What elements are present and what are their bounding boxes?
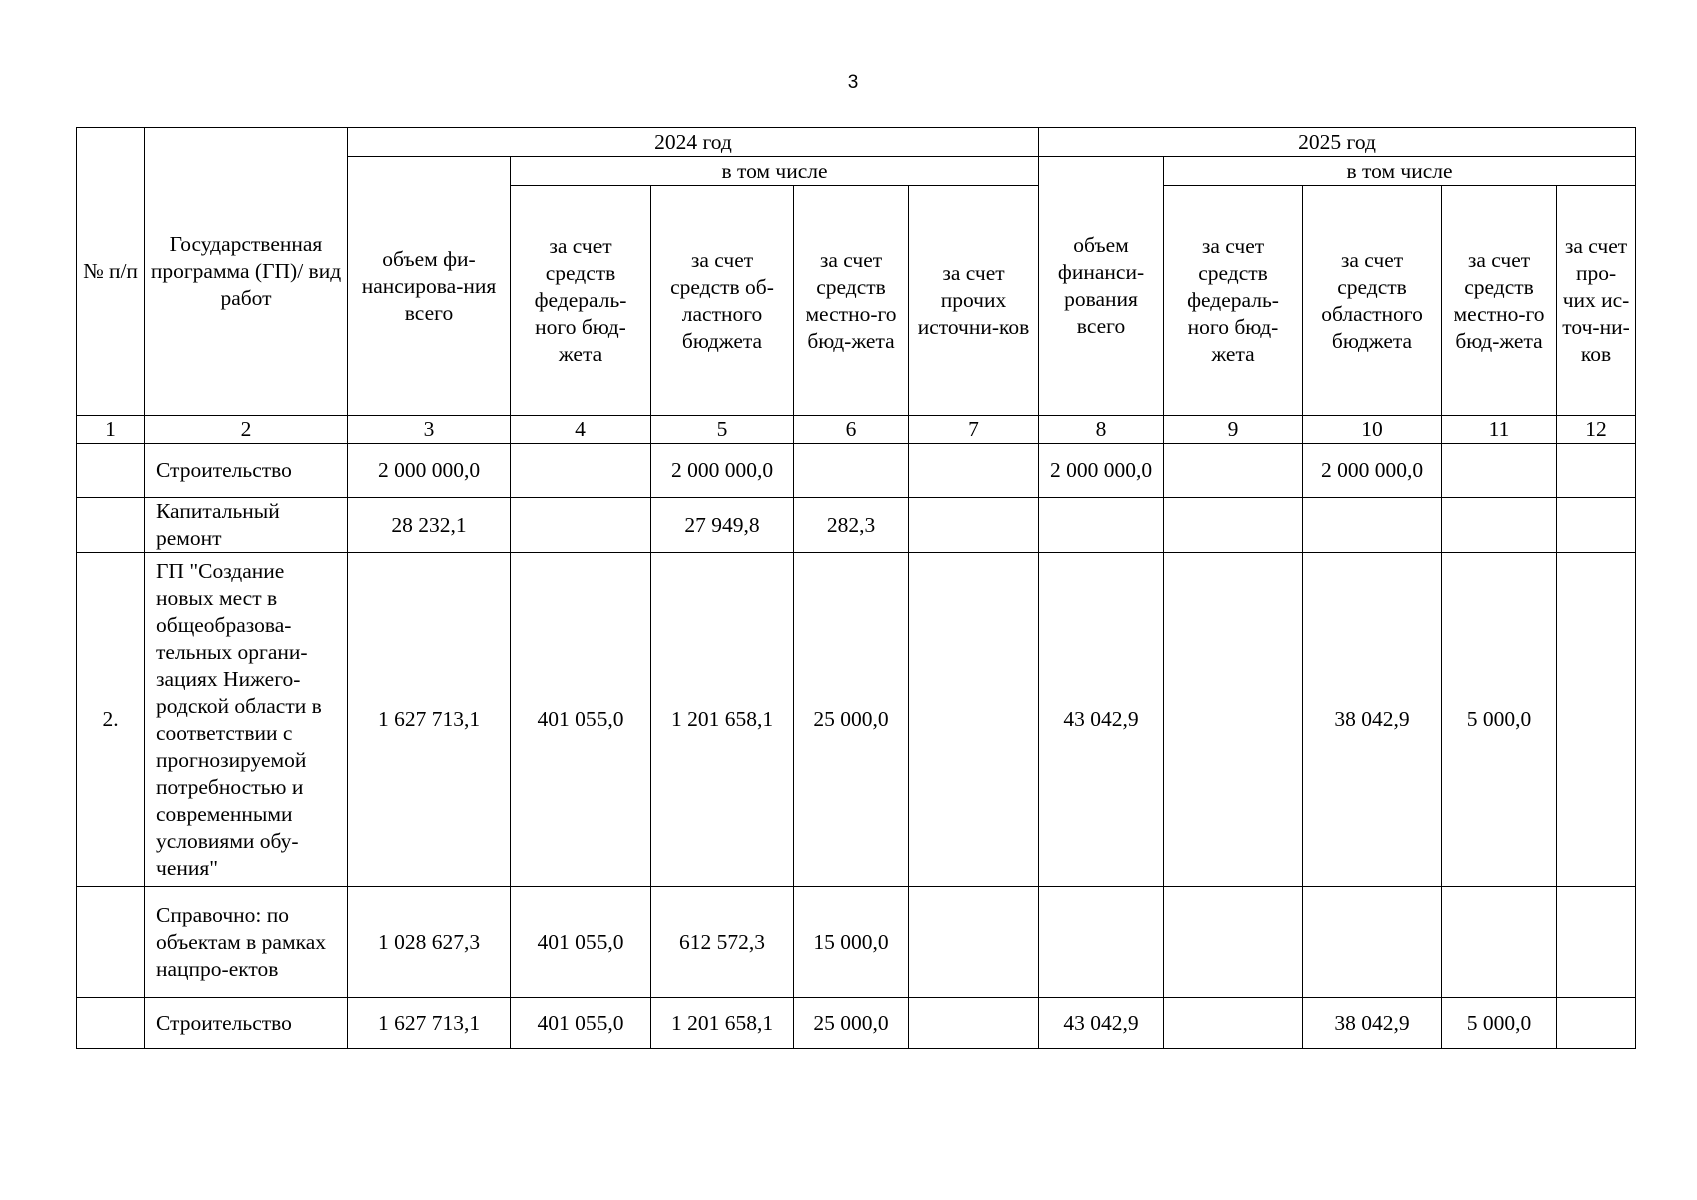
cell-regional-2024: 1 201 658,1 <box>651 553 794 887</box>
cell-regional-2025: 38 042,9 <box>1303 998 1442 1049</box>
column-number: 5 <box>651 416 794 444</box>
cell-local-2025 <box>1442 498 1557 553</box>
cell-total-2025 <box>1039 498 1164 553</box>
row-num: 2. <box>77 553 145 887</box>
header-other-2025: за счет про-чих ис-точ-ни-ков <box>1557 186 1636 416</box>
cell-regional-2024: 1 201 658,1 <box>651 998 794 1049</box>
cell-local-2025 <box>1442 444 1557 498</box>
cell-local-2024: 15 000,0 <box>794 887 909 998</box>
table-row <box>77 553 1636 887</box>
cell-federal-2024 <box>511 498 651 553</box>
column-number: 9 <box>1164 416 1303 444</box>
row-num <box>77 498 145 553</box>
cell-total-2024: 1 028 627,3 <box>348 887 511 998</box>
column-number: 11 <box>1442 416 1557 444</box>
row-name: Строительство <box>145 444 348 498</box>
header-local-2024: за счет средств местно-го бюд-жета <box>794 186 909 416</box>
column-number: 12 <box>1557 416 1636 444</box>
cell-federal-2024: 401 055,0 <box>511 887 651 998</box>
header-federal-2024: за счет средств федераль-ного бюд-жета <box>511 186 651 416</box>
cell-local-2024: 25 000,0 <box>794 553 909 887</box>
header-program: Государственная программа (ГП)/ вид работ <box>145 128 348 416</box>
column-number: 8 <box>1039 416 1164 444</box>
row-name: ГП "Создание новых мест в общеобразова-тельных органи-зациях Нижего-родской области в соответствии с прогнозируемой потребностью и современными условиями обу-чения" <box>145 553 348 887</box>
header-regional-2024: за счет средств об-ластного бюджета <box>651 186 794 416</box>
table-row <box>77 998 1636 1049</box>
header-federal-2025: за счет средств федераль-ного бюд-жета <box>1164 186 1303 416</box>
header-incl-2024: в том числе <box>511 157 1039 186</box>
header-local-2025: за счет средств местно-го бюд-жета <box>1442 186 1557 416</box>
header-other-2024: за счет прочих источни-ков <box>909 186 1039 416</box>
financing-table <box>76 127 1636 1049</box>
cell-regional-2025: 2 000 000,0 <box>1303 444 1442 498</box>
cell-total-2024: 1 627 713,1 <box>348 998 511 1049</box>
row-num <box>77 444 145 498</box>
cell-regional-2024: 2 000 000,0 <box>651 444 794 498</box>
header-total-2024: объем фи-нансирова-ния всего <box>348 157 511 416</box>
cell-federal-2025 <box>1164 998 1303 1049</box>
column-number: 7 <box>909 416 1039 444</box>
column-number: 2 <box>145 416 348 444</box>
cell-federal-2024: 401 055,0 <box>511 998 651 1049</box>
column-number: 3 <box>348 416 511 444</box>
cell-other-2024 <box>909 553 1039 887</box>
cell-total-2025: 43 042,9 <box>1039 998 1164 1049</box>
cell-federal-2025 <box>1164 887 1303 998</box>
row-num <box>77 887 145 998</box>
cell-regional-2025 <box>1303 887 1442 998</box>
row-num <box>77 998 145 1049</box>
column-numbers-row <box>77 416 1636 444</box>
cell-federal-2025 <box>1164 498 1303 553</box>
cell-regional-2024: 612 572,3 <box>651 887 794 998</box>
row-name: Справочно: по объектам в рамках нацпро-ектов <box>145 887 348 998</box>
header-regional-2025: за счет средств областного бюджета <box>1303 186 1442 416</box>
page-number: 3 <box>847 72 859 93</box>
cell-federal-2025 <box>1164 444 1303 498</box>
cell-local-2024: 25 000,0 <box>794 998 909 1049</box>
cell-other-2024 <box>909 998 1039 1049</box>
table-row <box>77 887 1636 998</box>
cell-total-2024: 28 232,1 <box>348 498 511 553</box>
cell-total-2025: 2 000 000,0 <box>1039 444 1164 498</box>
cell-other-2025 <box>1557 887 1636 998</box>
cell-total-2025: 43 042,9 <box>1039 553 1164 887</box>
cell-local-2025: 5 000,0 <box>1442 998 1557 1049</box>
cell-local-2025: 5 000,0 <box>1442 553 1557 887</box>
header-row-years <box>77 128 1636 157</box>
header-total-2025: объем финанси-рования всего <box>1039 157 1164 416</box>
header-incl-2025: в том числе <box>1164 157 1636 186</box>
column-number: 4 <box>511 416 651 444</box>
cell-regional-2025 <box>1303 498 1442 553</box>
cell-total-2024: 2 000 000,0 <box>348 444 511 498</box>
cell-other-2025 <box>1557 553 1636 887</box>
cell-other-2024 <box>909 444 1039 498</box>
header-year-2025: 2025 год <box>1039 128 1636 157</box>
header-year-2024: 2024 год <box>348 128 1039 157</box>
cell-regional-2024: 27 949,8 <box>651 498 794 553</box>
cell-total-2024: 1 627 713,1 <box>348 553 511 887</box>
cell-other-2024 <box>909 887 1039 998</box>
column-number: 1 <box>77 416 145 444</box>
cell-other-2025 <box>1557 444 1636 498</box>
cell-federal-2024: 401 055,0 <box>511 553 651 887</box>
header-num: № п/п <box>77 128 145 416</box>
table-row <box>77 498 1636 553</box>
cell-other-2025 <box>1557 498 1636 553</box>
cell-local-2024: 282,3 <box>794 498 909 553</box>
cell-other-2025 <box>1557 998 1636 1049</box>
cell-local-2024 <box>794 444 909 498</box>
cell-other-2024 <box>909 498 1039 553</box>
cell-regional-2025: 38 042,9 <box>1303 553 1442 887</box>
cell-federal-2024 <box>511 444 651 498</box>
column-number: 10 <box>1303 416 1442 444</box>
row-name: Строительство <box>145 998 348 1049</box>
column-number: 6 <box>794 416 909 444</box>
cell-local-2025 <box>1442 887 1557 998</box>
table-row <box>77 444 1636 498</box>
cell-federal-2025 <box>1164 553 1303 887</box>
row-name: Капитальный ремонт <box>145 498 348 553</box>
cell-total-2025 <box>1039 887 1164 998</box>
